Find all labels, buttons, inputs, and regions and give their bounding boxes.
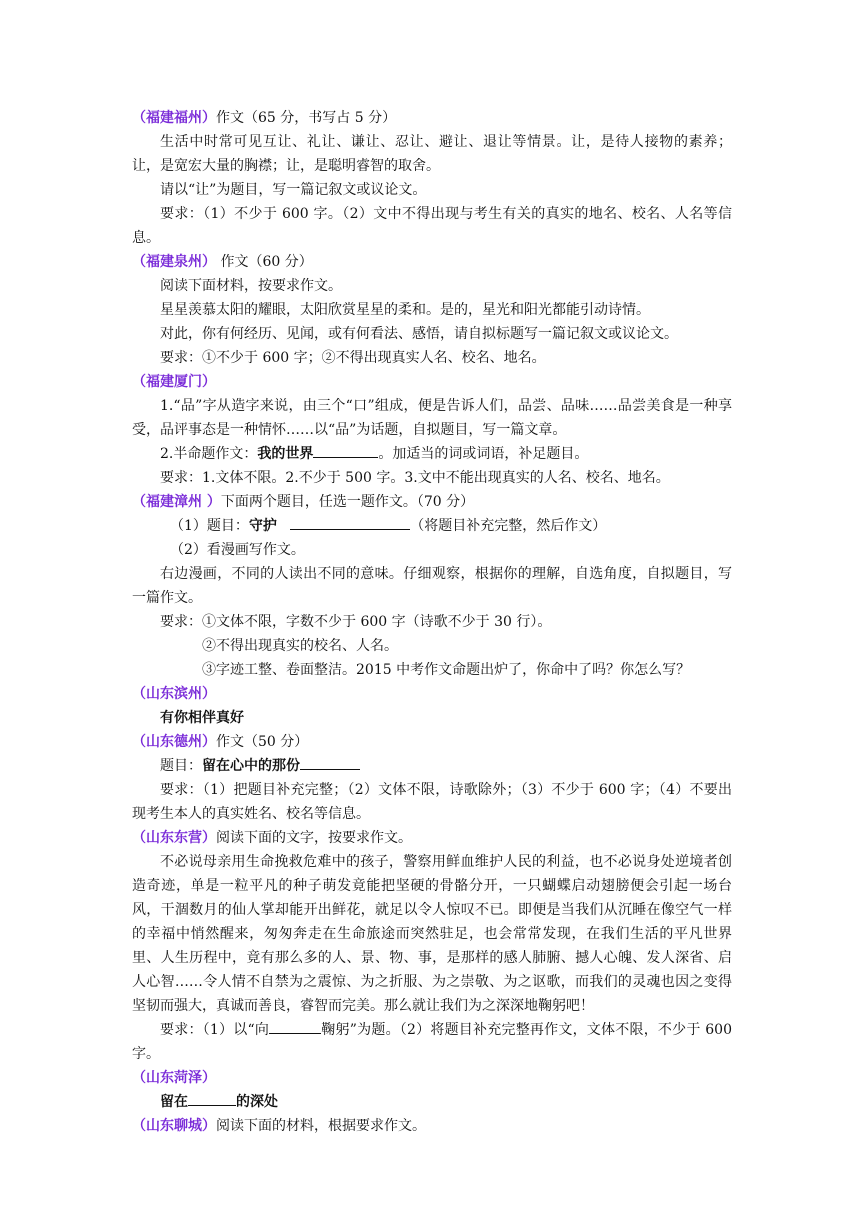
section-title: 作文（50 分） [216,734,309,750]
requirements: ③字迹工整、卷面整洁。2015 中考作文命题出炉了，你命中了吗？你怎么写？ [202,662,691,678]
paragraph [132,442,732,466]
region-label: （福建泉州） [132,254,216,270]
section-title: 下面两个题目，任选一题作文。（70 分） [220,494,475,510]
bold-title: 留在心中的那份 [202,758,300,774]
region-label: （福建福州） [132,110,216,126]
section-title: 阅读下面的文字，按要求作文。 [216,830,412,846]
fill-blank [300,755,360,770]
region-label: （福建漳州 ） [132,494,221,510]
requirements [132,1018,732,1066]
topic-one [132,514,732,538]
topic [132,754,732,778]
fill-blank [188,1091,236,1106]
paragraph: 右边漫画，不同的人读出不同的意味。仔细观察，根据你的理解，自选角度，自拟题目，写一篇作文。 [132,566,732,606]
section-dongying-heading [132,826,732,850]
section-binzhou-heading [132,682,732,706]
fill-blank [313,443,378,458]
paragraph: 1.“品”字从造字来说，由三个“口”组成，便是告诉人们，品尝、品味……品尝美食是一种享受，品评事态是一种情怀……以“品”为话题，自拟题目，写一篇文章。 [132,398,732,438]
section-quanzhou-heading [132,250,732,274]
requirements: 要求：1.文体不限。2.不少于 500 字。3.文中不能出现真实的人名、校名、地名。 [160,470,670,486]
text: 题目： [160,758,202,774]
text: 留在 [160,1094,188,1110]
region-label: （山东聊城） [132,1118,216,1134]
section-dezhou-heading [132,730,732,754]
text: 。加适当的词或词语，补足题目。 [378,446,589,462]
section-zhangzhou-heading [132,490,732,514]
bold-title: 我的世界 [257,446,314,462]
section-fuzhou-heading [132,106,732,130]
requirements: 要求：①不少于 600 字；②不得出现真实人名、校名、地名。 [160,350,546,366]
region-label: （山东东营） [132,830,216,846]
text: （将题目补充完整，然后作文） [410,518,607,534]
section-liaocheng-heading [132,1114,732,1138]
region-label: （山东菏泽） [132,1070,216,1086]
paragraph: 请以“让”为题目，写一篇记叙文或议论文。 [160,182,427,198]
text: （1）题目： [170,518,249,534]
section-xiamen-heading [132,370,732,394]
requirements: 要求：（1）不少于 600 字。（2）文中不得出现与考生有关的真实的地名、校名、人名等信息。 [132,206,732,246]
fill-blank [290,515,410,530]
text: 的深处 [236,1094,278,1110]
essay-title: 有你相伴真好 [160,710,244,726]
paragraph: 对此，你有何经历、见闻，或有何看法、感悟，请自拟标题写一篇记叙文或议论文。 [160,326,678,342]
paragraph: 星星羡慕太阳的耀眼，太阳欣赏星星的柔和。是的，星光和阳光都能引动诗情。 [160,302,650,318]
paragraph: 不必说母亲用生命挽救危难中的孩子，警察用鲜血维护人民的利益，也不必说身处逆境者创造奇迹，单是一粒平凡的种子萌发竟能把坚硬的骨骼分开，一只蝴蝶启动翅膀便会引起一场台风，干涸数月的仙人掌却能开出鲜花，就足以令人惊叹不已。即便是当我们从沉睡在像空气一样的幸福中悄然醒来，匆匆奔走在生命旅途而突然驻足，也会常常发现，在我们生活的平凡世界里、人生历程中，竟有那么多的人、景、物、事，是那样的感人肺腑、撼人心魄、发人深省、启人心智……令人情不自禁为之震惊、为之折服、为之崇敬、为之讴歌，而我们的灵魂也因之变得坚韧而强大，真诚而善良，睿智而完美。那么就让我们为之深深地鞠躬吧！ [132,854,732,1014]
text: 鞠躬”为题。（2）将题目补充完整再作文，文体不限，不少于 600 字。 [132,1022,732,1062]
section-title: 阅读下面的材料，根据要求作文。 [216,1118,426,1134]
section-title: 作文（65 分，书写占 5 分） [216,110,397,126]
requirements: 要求：（1）把题目补充完整；（2）文体不限，诗歌除外；（3）不少于 600 字；（4）不要出现考生本人的真实姓名、校名等信息。 [132,782,732,822]
requirements: ②不得出现真实的校名、人名。 [202,638,398,654]
bold-title: 守护 [248,518,277,534]
text: 2.半命题作文： [160,446,258,462]
paragraph: 生活中时常可见互让、礼让、谦让、忍让、避让、退让等情景。让，是待人接物的素养；让，是宽宏大量的胸襟；让，是聪明睿智的取舍。 [132,134,732,174]
section-heze-heading [132,1066,732,1090]
section-title: 作文（60 分） [216,254,313,270]
requirements: 要求：①文体不限，字数不少于 600 字（诗歌不少于 30 行）。 [160,614,552,630]
document-page [132,106,732,1138]
region-label: （山东滨州） [132,686,216,702]
region-label: （山东德州） [132,734,216,750]
essay-title [132,1090,732,1114]
topic-two: （2）看漫画写作文。 [170,542,305,558]
fill-blank [269,1019,321,1034]
paragraph: 阅读下面材料，按要求作文。 [160,278,342,294]
region-label: （福建厦门） [132,374,216,390]
text: 要求：（1）以“向 [160,1022,270,1038]
